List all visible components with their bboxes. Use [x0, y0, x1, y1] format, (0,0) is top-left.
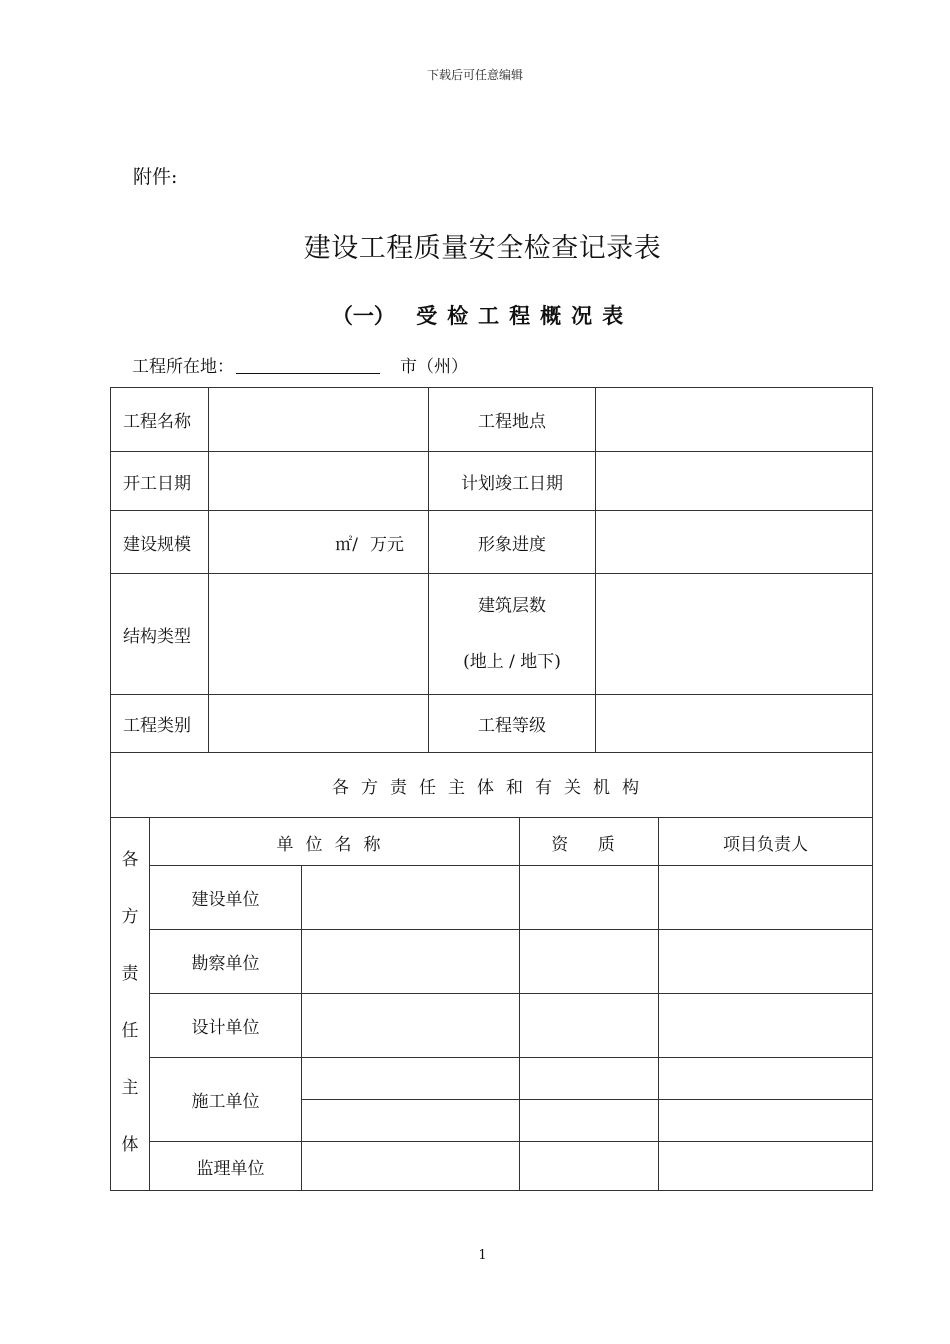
table-row: [111, 452, 873, 511]
col-unit-name: 单位名称: [150, 818, 520, 866]
contractor-unit-manager-field-2[interactable]: [659, 1100, 873, 1142]
construction-unit-name-field[interactable]: [302, 866, 520, 930]
grade-label: 工程等级: [429, 695, 596, 753]
scale-field[interactable]: [209, 511, 429, 574]
scale-unit-area: ㎡/: [335, 534, 358, 555]
contractor-unit-name-field-1[interactable]: [302, 1058, 520, 1100]
floors-label-line2: (地上 / 地下): [463, 652, 561, 672]
survey-unit-qualification-field[interactable]: [520, 930, 659, 994]
table-row: [111, 866, 873, 930]
contractor-unit-qualification-field-2[interactable]: [520, 1100, 659, 1142]
table-row: [111, 1058, 873, 1100]
category-field[interactable]: [209, 695, 429, 753]
location-line: [132, 352, 468, 377]
category-label: 工程类别: [111, 695, 209, 753]
table-row: [111, 994, 873, 1058]
progress-field[interactable]: [596, 511, 873, 574]
survey-unit-manager-field[interactable]: [659, 930, 873, 994]
floors-label: [429, 574, 596, 695]
table-row: [111, 695, 873, 753]
table-row: [111, 574, 873, 695]
table-row: [111, 930, 873, 994]
start-date-label: 开工日期: [111, 452, 209, 511]
section-title: [0, 300, 950, 330]
location-label: 工程所在地：: [132, 357, 234, 377]
col-qualification: 资 质: [520, 818, 659, 866]
progress-label: 形象进度: [429, 511, 596, 574]
row-label-survey-unit: 勘察单位: [150, 930, 302, 994]
planned-completion-field[interactable]: [596, 452, 873, 511]
floors-field[interactable]: [596, 574, 873, 695]
location-blank-field[interactable]: [236, 357, 380, 374]
row-label-supervision-unit: 监理单位: [150, 1142, 302, 1191]
document-title: 建设工程质量安全检查记录表: [303, 233, 662, 264]
project-name-label: 工程名称: [111, 388, 209, 452]
structure-type-field[interactable]: [209, 574, 429, 695]
row-label-contractor-unit: 施工单位: [150, 1058, 302, 1142]
project-overview-table: [110, 387, 873, 818]
section-name: 受检工程概况表: [416, 304, 634, 328]
contractor-unit-name-field-2[interactable]: [302, 1100, 520, 1142]
responsible-parties-table: [110, 817, 873, 1191]
page-number: 1: [478, 1248, 487, 1263]
parties-side-label: 各 方 责 任 主 体: [111, 818, 150, 1191]
parties-header: 各方责任主体和有关机构: [111, 753, 873, 818]
row-label-design-unit: 设计单位: [150, 994, 302, 1058]
table-row: [111, 818, 873, 866]
start-date-field[interactable]: [209, 452, 429, 511]
construction-unit-manager-field[interactable]: [659, 866, 873, 930]
table-row: [111, 1142, 873, 1191]
table-row: [111, 388, 873, 452]
row-label-construction-unit: 建设单位: [150, 866, 302, 930]
col-manager: 项目负责人: [659, 818, 873, 866]
supervision-unit-qualification-field[interactable]: [520, 1142, 659, 1191]
structure-type-label: 结构类型: [111, 574, 209, 695]
supervision-unit-name-field[interactable]: [302, 1142, 520, 1191]
project-name-field[interactable]: [209, 388, 429, 452]
table-row: [111, 511, 873, 574]
supervision-unit-manager-field[interactable]: [659, 1142, 873, 1191]
table-row: [111, 753, 873, 818]
construction-unit-qualification-field[interactable]: [520, 866, 659, 930]
project-site-field[interactable]: [596, 388, 873, 452]
design-unit-manager-field[interactable]: [659, 994, 873, 1058]
contractor-unit-qualification-field-1[interactable]: [520, 1058, 659, 1100]
header-note: 下载后可任意编辑: [426, 68, 523, 82]
survey-unit-name-field[interactable]: [302, 930, 520, 994]
project-site-label: 工程地点: [429, 388, 596, 452]
design-unit-name-field[interactable]: [302, 994, 520, 1058]
floors-label-line1: 建筑层数: [478, 596, 546, 616]
scale-unit-money: 万元: [370, 534, 404, 555]
section-number: （一）: [331, 304, 395, 328]
planned-completion-label: 计划竣工日期: [429, 452, 596, 511]
design-unit-qualification-field[interactable]: [520, 994, 659, 1058]
grade-field[interactable]: [596, 695, 873, 753]
scale-label: 建设规模: [111, 511, 209, 574]
location-suffix: 市（州）: [400, 357, 468, 377]
contractor-unit-manager-field-1[interactable]: [659, 1058, 873, 1100]
attachment-label: 附件:: [133, 166, 178, 188]
